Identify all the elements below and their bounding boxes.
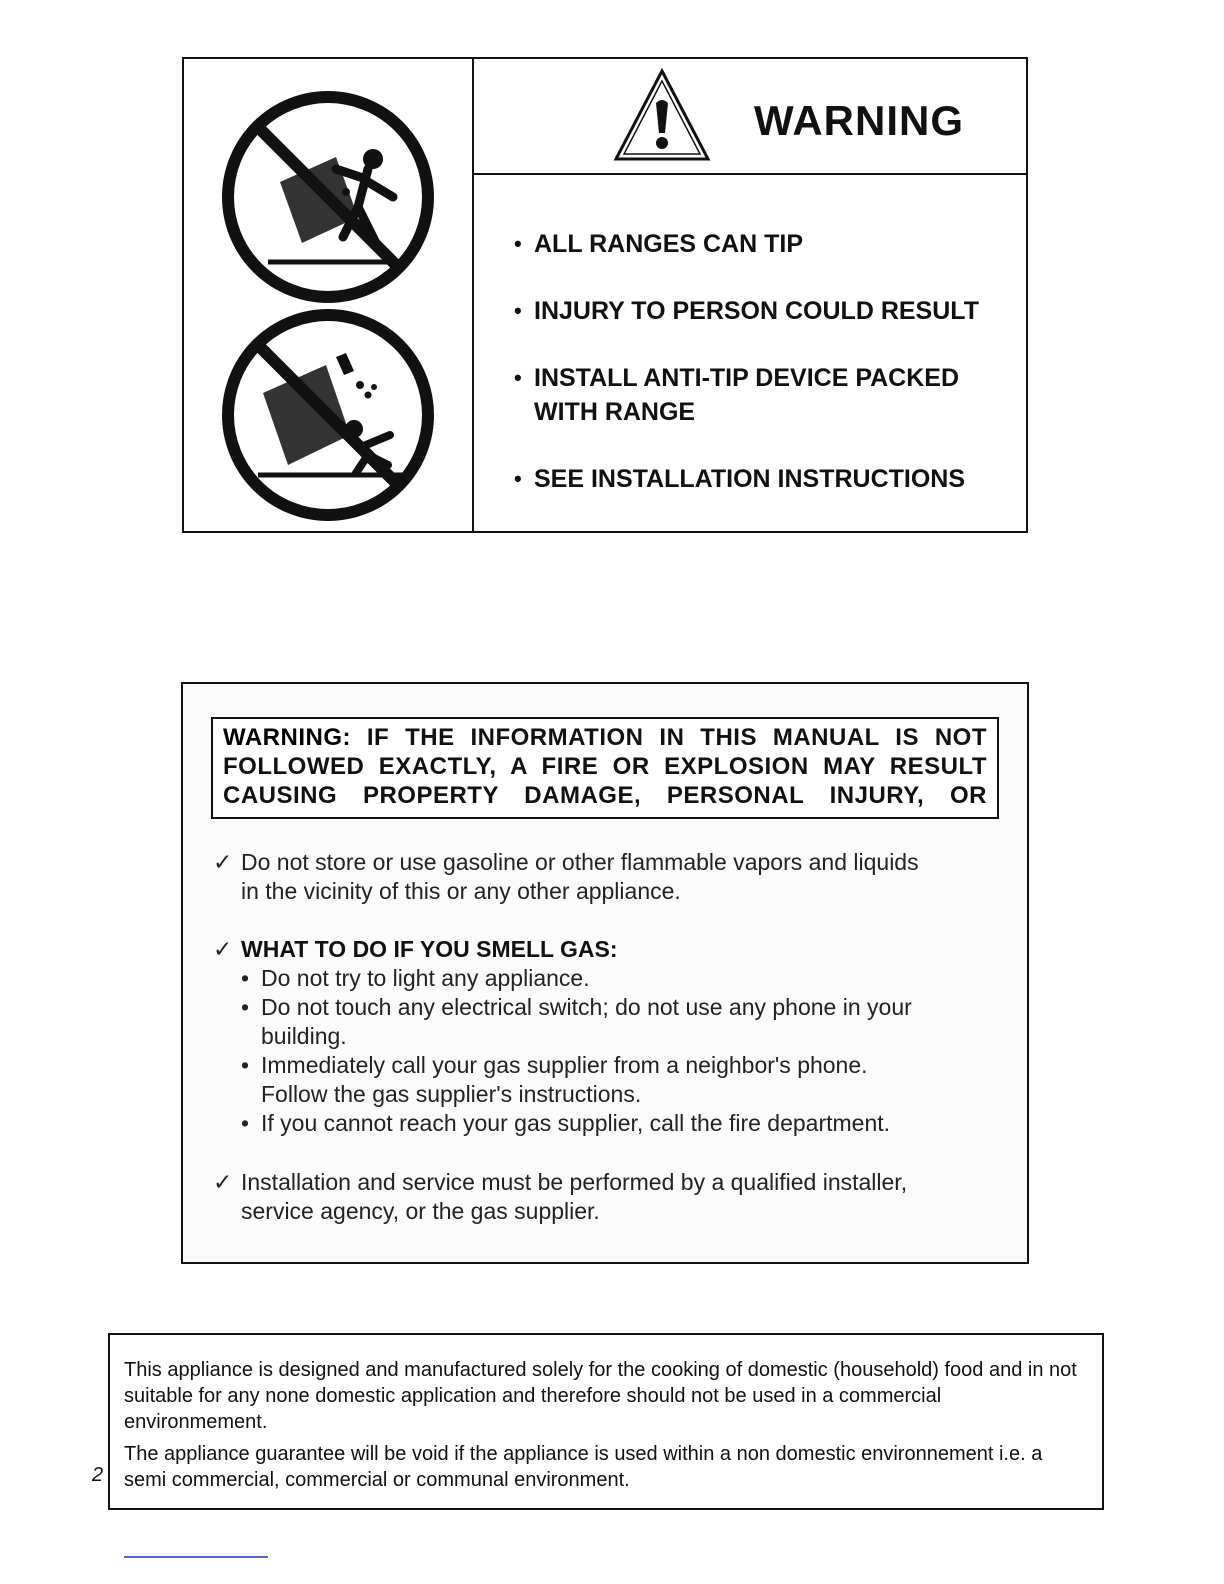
list-item: • Do not touch any electrical switch; do not use any phone in your <box>213 993 912 1022</box>
warning-header <box>474 59 1026 175</box>
list-item: • Immediately call your gas supplier from a neighbor's phone. <box>213 1051 912 1080</box>
domestic-use-notice <box>108 1333 1104 1510</box>
page-number: 2 <box>92 1464 104 1486</box>
list-item-cont: building. <box>261 1023 347 1049</box>
gas-warning-box <box>181 682 1029 1264</box>
list-item: • SEE INSTALLATION INSTRUCTIONS <box>514 462 1016 496</box>
header-text: IF THE INFORMATION IN THIS MANUAL IS NOT <box>366 724 987 751</box>
tip-warning-list <box>514 227 1016 529</box>
store-instruction <box>213 848 919 906</box>
instruction-text: in the vicinity of this or any other appliance. <box>241 878 681 904</box>
notice-paragraph: The appliance guarantee will be void if the appliance is used within a non domestic environnement i.e. a semi commercial, commercial or communal environment. <box>124 1443 1043 1491</box>
check-icon: ✓ <box>213 1169 233 1195</box>
warning-title: WARNING <box>754 97 964 144</box>
bottom-rule <box>124 1556 268 1558</box>
list-item: • INJURY TO PERSON COULD RESULT <box>514 294 1016 328</box>
gas-warning-header-line: CAUSING PROPERTY DAMAGE, PERSONAL INJURY, OR <box>223 782 987 809</box>
range-tipping-person-icon <box>218 87 438 307</box>
list-item-cont: Follow the gas supplier's instructions. <box>261 1081 642 1107</box>
alert-triangle-icon <box>612 67 712 163</box>
range-falling-on-child-icon <box>218 305 438 525</box>
list-item-line: WITH RANGE <box>534 398 696 426</box>
gas-warning-header-line: FOLLOWED EXACTLY, A FIRE OR EXPLOSION MAY RESULT <box>223 753 987 780</box>
list-item: • Do not try to light any appliance. <box>213 964 912 993</box>
check-icon: ✓ <box>213 849 233 875</box>
gas-warning-header <box>211 717 999 819</box>
list-item <box>514 361 1016 429</box>
list-item: • If you cannot reach your gas supplier, call the fire department. <box>213 1109 912 1138</box>
warning-lead: WARNING: <box>223 724 351 751</box>
instruction-text: service agency, or the gas supplier. <box>241 1198 600 1224</box>
notice-paragraph: This appliance is designed and manufactured solely for the cooking of domestic (household) food and in not suitable for any none domestic application and therefore should not be used in a commercial environmement. <box>124 1359 1077 1433</box>
list-item-line: INSTALL ANTI-TIP DEVICE PACKED <box>534 364 960 392</box>
check-icon: ✓ <box>213 936 233 962</box>
smell-gas-heading: WHAT TO DO IF YOU SMELL GAS: <box>241 936 618 962</box>
warning-pictograms <box>184 59 474 531</box>
instruction-text: Do not store or use gasoline or other flammable vapors and liquids <box>241 849 919 875</box>
smell-gas-section <box>213 935 912 1138</box>
gas-warning-header-line <box>223 723 987 752</box>
tip-over-warning-box <box>182 57 1028 533</box>
instruction-text: Installation and service must be performed by a qualified installer, <box>241 1169 908 1195</box>
installation-instruction <box>213 1168 907 1226</box>
list-item: • ALL RANGES CAN TIP <box>514 227 1016 261</box>
